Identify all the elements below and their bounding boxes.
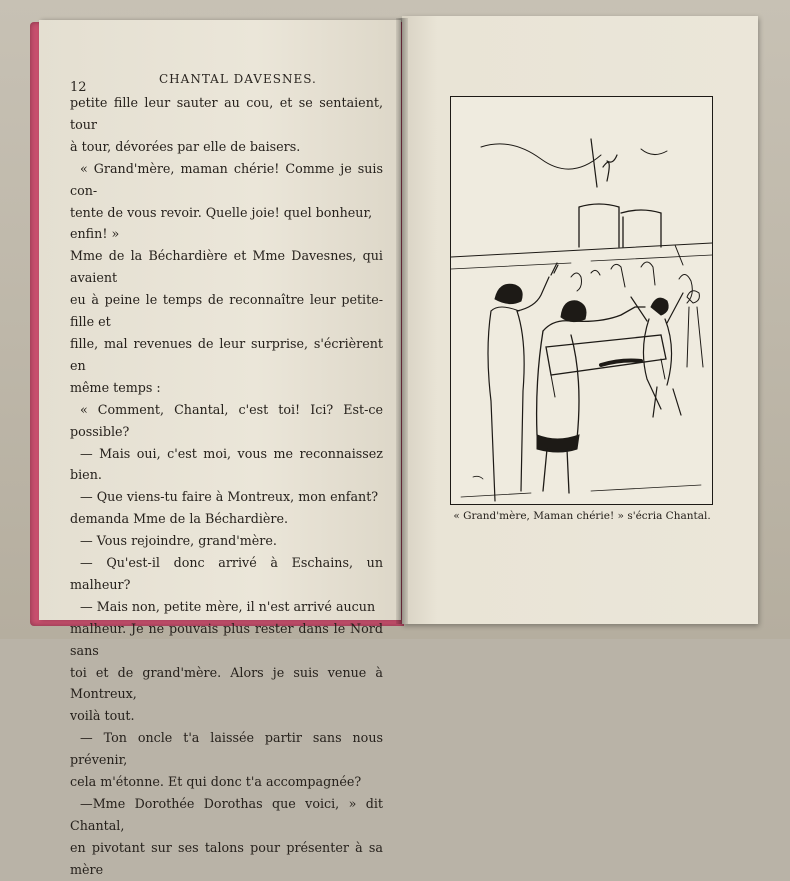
- text-line: à tour, dévorées par elle de baisers.: [70, 138, 301, 154]
- text-line: petite fille leur sauter au cou, et se sentaient, tour: [70, 95, 383, 132]
- page-number: 12: [70, 80, 87, 95]
- text-line: demanda Mme de la Béchardière.: [70, 511, 289, 527]
- text-line: — Ton oncle t'a laissée partir sans nous prévenir,: [70, 730, 383, 768]
- text-line: eu à peine le temps de reconnaître leur petite-fille et: [70, 292, 383, 330]
- text-line: — Mais oui, c'est moi, vous me reconnaissez bien.: [70, 445, 383, 483]
- text-line: voilà tout.: [70, 708, 135, 724]
- text-line: Mme de la Béchardière et Mme Davesnes, qui avaient: [70, 248, 383, 286]
- body-text: [70, 92, 383, 881]
- text-line: enfin! »: [70, 226, 120, 242]
- text-line: tente de vous revoir. Quelle joie! quel bonheur,: [70, 204, 373, 220]
- text-line: — Qu'est-il donc arrivé à Eschains, un malheur?: [70, 555, 383, 592]
- text-line: cela m'étonne. Et qui donc t'a accompagnée?: [70, 774, 362, 790]
- book-gutter: [396, 18, 408, 624]
- illustration: [450, 96, 713, 505]
- text-line: « Grand'mère, maman chérie! Comme je suis con-: [70, 160, 383, 198]
- text-line: en pivotant sur ses talons pour présenter à sa mère: [70, 839, 383, 877]
- right-page: [402, 16, 758, 624]
- running-head: CHANTAL DAVESNES.: [159, 72, 317, 86]
- text-line: —Mme Dorothée Dorothas que voici, » dit Chantal,: [70, 796, 383, 833]
- text-line: malheur. Je ne pouvais plus rester dans le Nord sans: [70, 620, 383, 658]
- illustration-caption: « Grand'mère, Maman chérie! » s'écria Chantal.: [453, 510, 711, 522]
- text-line: « Comment, Chantal, c'est toi! Ici? Est-ce possible?: [70, 401, 383, 439]
- left-page: [39, 20, 401, 877]
- text-line: — Vous rejoindre, grand'mère.: [80, 533, 277, 549]
- text-line: — Mais non, petite mère, il n'est arrivé aucun: [80, 598, 376, 614]
- text-line: toi et de grand'mère. Alors je suis venue à Montreux,: [70, 664, 383, 702]
- text-line: même temps :: [70, 379, 161, 395]
- text-line: — Que viens-tu faire à Montreux, mon enfant?: [80, 489, 379, 505]
- text-line: fille, mal revenues de leur surprise, s'écrièrent en: [70, 335, 383, 373]
